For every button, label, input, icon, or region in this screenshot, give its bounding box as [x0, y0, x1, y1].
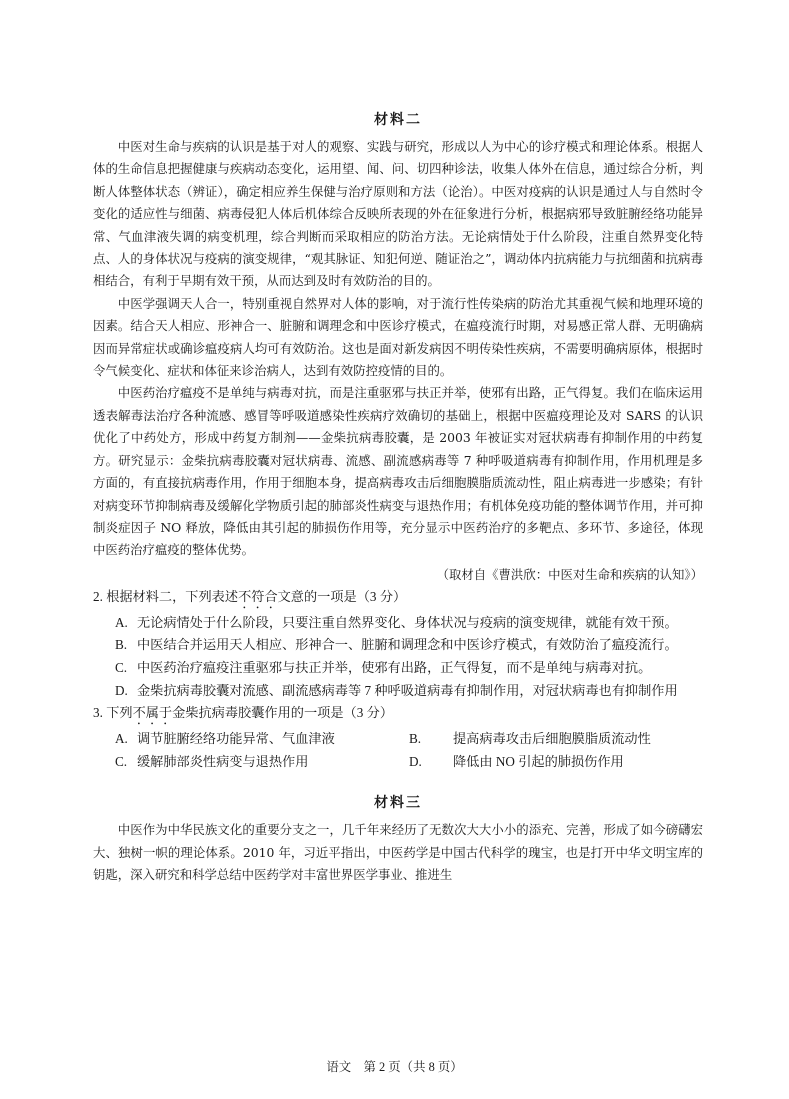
material-3-paragraph-1: 中医作为中华民族文化的重要分支之一，几千年来经历了无数次大大小小的添充、完善，形成了如今磅礴宏大、独树一帜的理论体系。2010 年，习近平指出，中医药学是中国古代科学的瑰宝，也是打开中华文明宝库的钥匙，深入研究和科学总结中医药学对丰富世界医学事业、推进生 [93, 822, 703, 883]
page-content [93, 110, 703, 887]
source-citation: （取材自《曹洪欣：中医对生命和疾病的认知》） [436, 566, 703, 582]
q2-option-a[interactable]: A. 无论病情处于什么阶段，只要注重自然界变化、身体状况与疫病的演变规律，就能有效干预。 [115, 614, 678, 630]
q2-option-c[interactable]: C. 中医药治疗瘟疫注重驱邪与扶正并举，使邪有出路，正气得复，而不是单纯与病毒对抗。 [115, 659, 652, 675]
emphasis-mark: 不属于 [132, 705, 173, 721]
question-2-stem: 2. 根据材料二，下列表述不符合文意的一项是（3 分） [93, 588, 407, 604]
q3-option-c[interactable]: C. 缓解肺部炎性病变与退热作用 [115, 753, 309, 769]
question-3-stem: 3. 下列不属于金柴抗病毒胶囊作用的一项是（3 分） [93, 705, 394, 721]
question-3 [93, 702, 703, 773]
q3-options-row-2 [93, 751, 703, 774]
q3-option-d[interactable]: D. 降低由 NO 引起的肺损伤作用 [409, 753, 624, 769]
q3-option-b[interactable]: B. 提高病毒攻击后细胞膜脂质流动性 [409, 731, 651, 747]
question-2 [93, 586, 703, 702]
section-heading-material-3: 材料三 [374, 795, 422, 812]
material-2-paragraph-3: 中医药治疗瘟疫不是单纯与病毒对抗，而是注重驱邪与扶正并举，使邪有出路，正气得复。我们在临床运用透表解毒法治疗各种流感、感冒等呼吸道感染性疾病疗效确切的基础上，根据中医瘟疫理论及对 SARS 的认识优化了中药处方，形成中药复方制剂——金柴抗病毒胶囊，是 2003 年被证实对冠状病毒有抑制作用的中药复方。研究显示：金柴抗病毒胶囊对冠状病毒、流感、副流感病毒等 7 种呼吸道病毒有抑制作用，作用机理是多方面的，有直接抗病毒作用，作用于细胞本身，提高病毒攻击后细胞膜脂质流动性，阻止病毒进一步感染；有针对病变环节抑制病毒及缓解化学物质引起的肺部炎性病变与退热作用；有机体免疫功能的整体调节作用，并可抑制炎症因子 NO 释放，降低由其引起的肺损伤作用等，充分显示中医药治疗的多靶点、多环节、多途径，体现中医药治疗瘟疫的整体优势。 [93, 385, 703, 558]
page-footer: 语文 第 2 页（共 8 页） [326, 1060, 463, 1074]
section-heading-material-2: 材料二 [374, 112, 422, 128]
q3-option-a[interactable]: A. 调节脏腑经络功能异常、气血津液 [115, 731, 335, 747]
material-2-paragraph-1: 中医对生命与疾病的认识是基于对人的观察、实践与研究，形成以人为中心的诊疗模式和理论体系。根据人体的生命信息把握健康与疾病动态变化，运用望、闻、问、切四种诊法，收集人体外在信息，通过综合分析，判断人体整体状态（辨证），确定相应养生保健与治疗原则和方法（论治）。中医对疫病的认识是通过人与自然时令变化的适应性与细菌、病毒侵犯人体后机体综合反映所表现的外在征象进行分析，根据病邪导致脏腑经络功能异常、气血津液失调的病变机理，综合判断而采取相应的防治方法。无论病情处于什么阶段，注重自然界变化特点、人的身体状况与疫病的演变规律，“观其脉证、知犯何逆、随证治之”，调动体内抗病能力与抗细菌和抗病毒相结合，有利于早期有效干预，从而达到及时有效防治的目的。 [93, 139, 703, 289]
section-spacer [93, 773, 703, 793]
q3-options-row-1 [93, 728, 703, 751]
q2-option-b[interactable]: B. 中医结合并运用天人相应、形神合一、脏腑和调理念和中医诊疗模式，有效防治了瘟疫流行。 [115, 637, 678, 653]
q2-option-d[interactable]: D. 金柴抗病毒胶囊对流感、副流感病毒等 7 种呼吸道病毒有抑制作用，对冠状病毒也有抑制作用 [115, 682, 678, 698]
emphasis-mark: 不符合 [238, 588, 278, 604]
material-2-paragraph-2: 中医学强调天人合一，特别重视自然界对人体的影响，对于流行性传染病的防治尤其重视气候和地理环境的因素。结合天人相应、形神合一、脏腑和调理念和中医诊疗模式，在瘟疫流行时期，对易感正常人群、无明确病因而异常症状或确诊瘟疫病人均可有效防治。这也是面对新发病因不明传染性疾病，不需要明确病原体，根据时令气候变化、症状和体征来诊治病人，达到有效防控疫情的目的。 [93, 295, 703, 379]
